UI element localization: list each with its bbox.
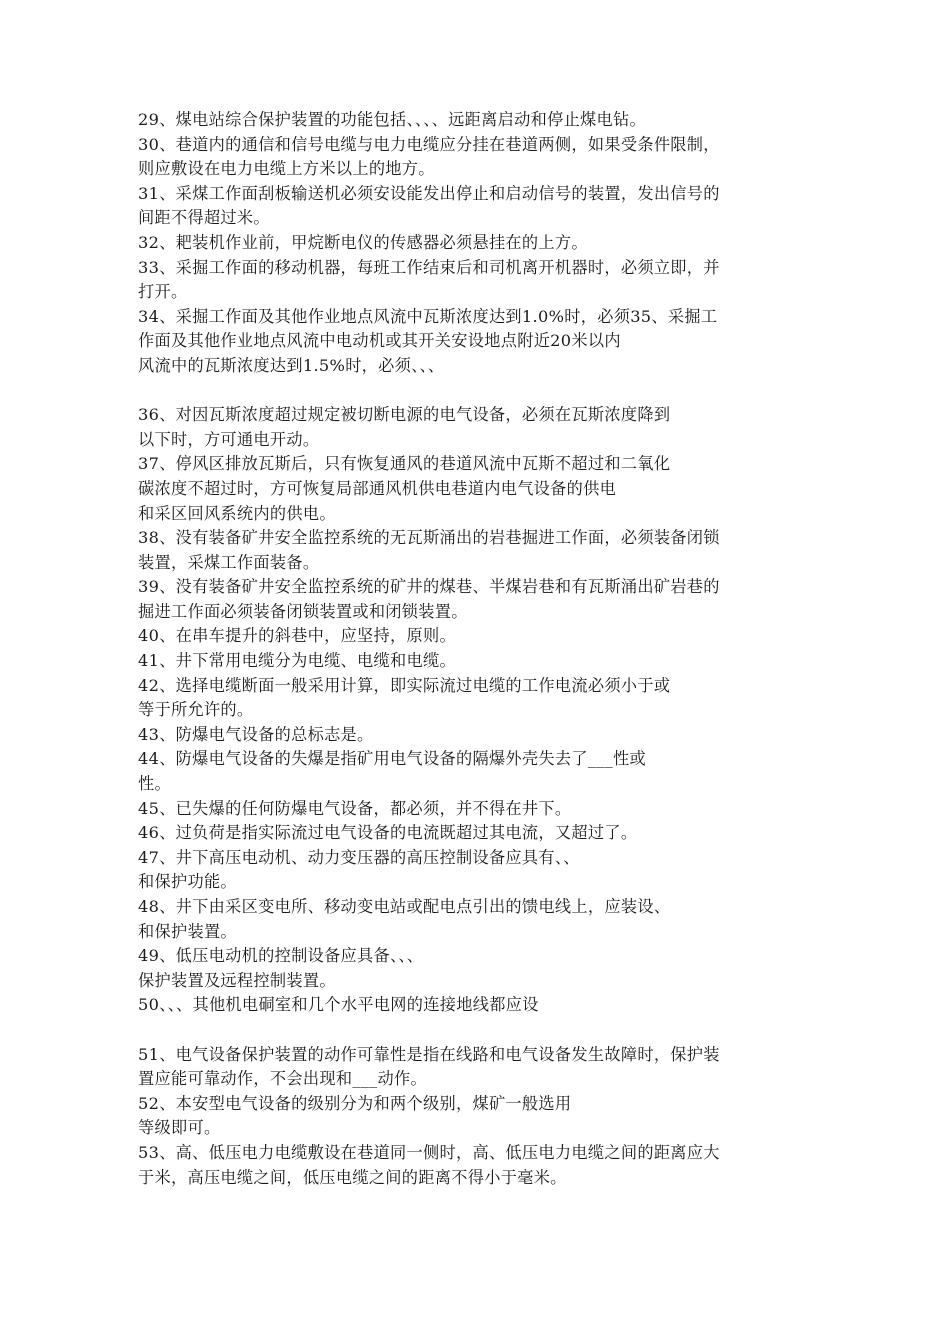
text-line: 和采区回风系统内的供电。 xyxy=(138,503,336,523)
text-line: 作面及其他作业地点风流中电动机或其开关安设地点附近20米以内 xyxy=(138,331,621,351)
text-line: 39、没有装备矿井安全监控系统的矿井的煤巷、半煤岩巷和有瓦斯涌出矿岩巷的 xyxy=(138,577,720,597)
text-line: 装置，采煤工作面装备。 xyxy=(138,552,320,572)
text-line: 间距不得超过米。 xyxy=(138,208,270,228)
text-line: 和保护装置。 xyxy=(138,921,237,941)
text-line xyxy=(138,1018,818,1043)
text-line: 33、采掘工作面的移动机器，每班工作结束后和司机离开机器时，必须立即，并 xyxy=(138,257,720,277)
text-line: 42、选择电缆断面一般采用计算，即实际流过电缆的工作电流必须小于或 xyxy=(138,675,671,695)
text-line: 以下时，方可通电开动。 xyxy=(138,429,320,449)
text-line: 48、井下由采区变电所、移动变电站或配电点引出的馈电线上，应装设、 xyxy=(138,897,671,916)
text-line: 43、防爆电气设备的总标志是。 xyxy=(138,724,374,744)
text-line: 置应能可靠动作，不会出现和___动作。 xyxy=(138,1069,427,1089)
text-line: 保护装置及远程控制装置。 xyxy=(138,970,336,990)
text-line: 40、在串车提升的斜巷中，应坚持，原则。 xyxy=(138,626,456,646)
text-line: 31、采煤工作面刮板输送机必须安设能发出停止和启动信号的装置，发出信号的 xyxy=(138,183,720,203)
text-line: 风流中的瓦斯浓度达到1.5%时，必须、、、 xyxy=(138,355,445,375)
document-body xyxy=(138,108,818,1190)
text-line: 等于所允许的。 xyxy=(138,700,254,720)
text-line: 36、对因瓦斯浓度超过规定被切断电源的电气设备，必须在瓦斯浓度降到 xyxy=(138,405,671,425)
text-line: 29、煤电站综合保护装置的功能包括、、、、远距离启动和停止煤电钻。 xyxy=(138,110,647,129)
text-line: 44、防爆电气设备的失爆是指矿用电气设备的隔爆外壳失去了___性或 xyxy=(138,749,647,769)
text-line: 等级即可。 xyxy=(138,1118,221,1138)
text-line xyxy=(138,379,818,404)
text-line: 51、电气设备保护装置的动作可靠性是指在线路和电气设备发生故障时，保护装 xyxy=(138,1044,720,1064)
text-line: 于米，高压电缆之间，低压电缆之间的距离不得小于毫米。 xyxy=(138,1167,567,1187)
text-line: 45、已失爆的任何防爆电气设备，都必须，并不得在井下。 xyxy=(138,798,572,818)
text-line: 打开。 xyxy=(138,282,188,302)
text-line: 32、耙装机作业前，甲烷断电仪的传感器必须悬挂在的上方。 xyxy=(138,232,588,252)
text-line: 41、井下常用电缆分为电缆、电缆和电缆。 xyxy=(138,651,456,671)
text-line: 碳浓度不超过时，方可恢复局部通风机供电巷道内电气设备的供电 xyxy=(138,478,617,498)
text-line: 和保护功能。 xyxy=(138,872,237,892)
text-line: 38、没有装备矿井安全监控系统的无瓦斯涌出的岩巷掘进工作面，必须装备闭锁 xyxy=(138,528,720,548)
text-line: 50、、、其他机电硐室和几个水平电网的连接地线都应设 xyxy=(138,995,539,1015)
text-line: 则应敷设在电力电缆上方米以上的地方。 xyxy=(138,159,435,179)
text-line: 52、本安型电气设备的级别分为和两个级别，煤矿一般选用 xyxy=(138,1093,572,1113)
text-line: 46、过负荷是指实际流过电气设备的电流既超过其电流，又超过了。 xyxy=(138,823,638,843)
text-line: 掘进工作面必须装备闭锁装置或和闭锁装置。 xyxy=(138,601,468,621)
text-line: 53、高、低压电力电缆敷设在巷道同一侧时，高、低压电力电缆之间的距离应大 xyxy=(138,1142,720,1162)
text-line: 47、井下高压电动机、动力变压器的高压控制设备应具有、、 xyxy=(138,847,580,867)
text-line: 49、低压电动机的控制设备应具备、、、 xyxy=(138,946,424,966)
text-line: 37、停风区排放瓦斯后，只有恢复通风的巷道风流中瓦斯不超过和二氧化 xyxy=(138,454,671,474)
text-line: 性。 xyxy=(138,774,171,794)
text-line: 34、采掘工作面及其他作业地点风流中瓦斯浓度达到1.0%时，必须35、采掘工 xyxy=(138,306,718,326)
text-line: 30、巷道内的通信和信号电缆与电力电缆应分挂在巷道两侧，如果受条件限制， xyxy=(138,134,720,154)
